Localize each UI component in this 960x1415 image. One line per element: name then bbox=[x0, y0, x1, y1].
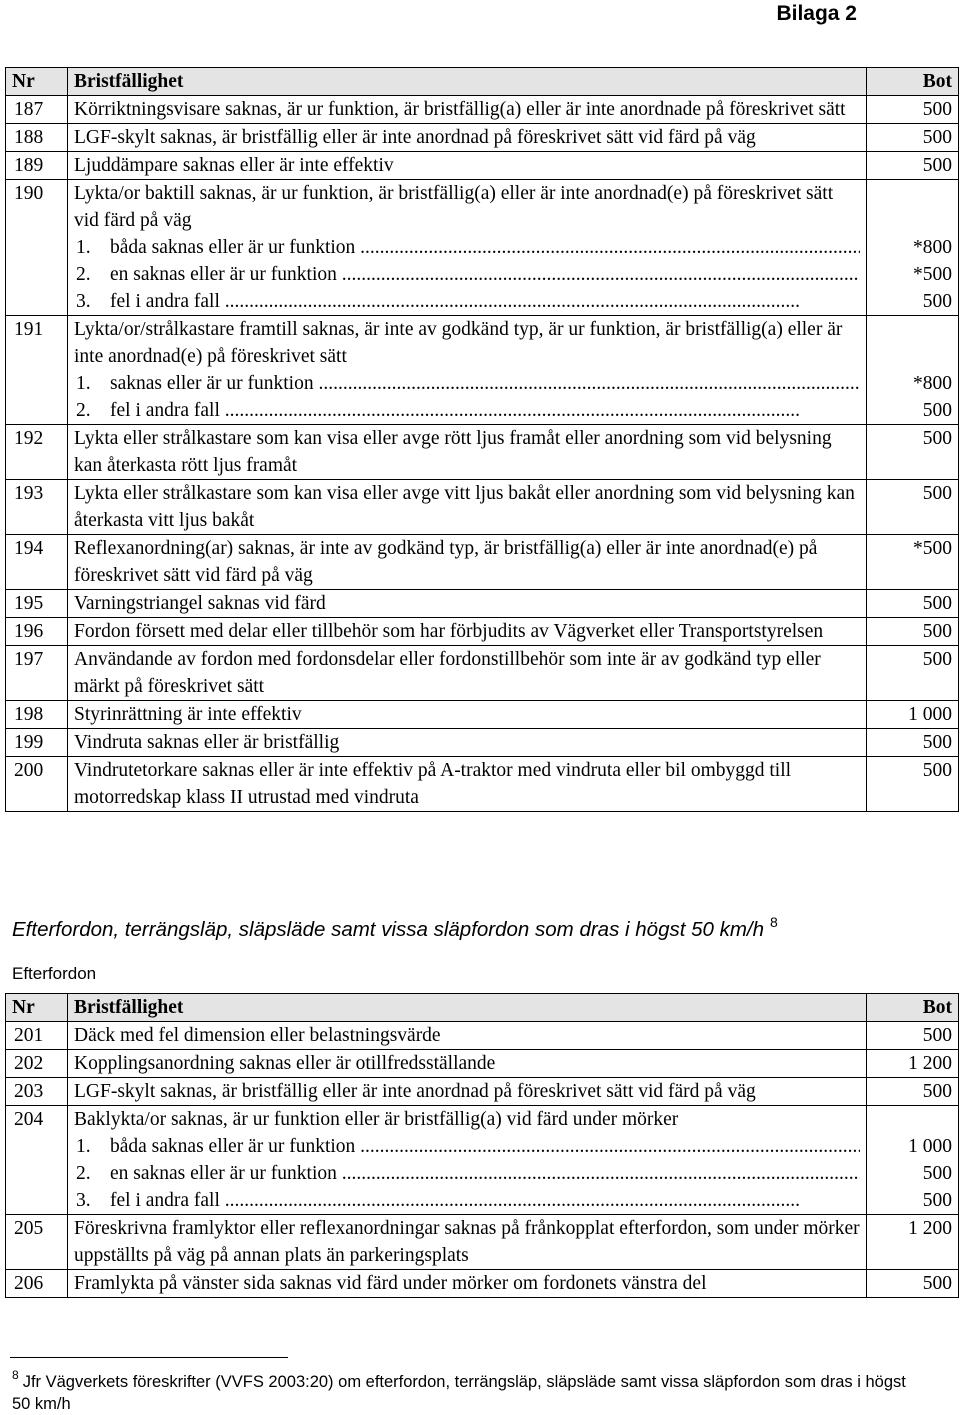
footnote-divider bbox=[10, 1357, 288, 1358]
row-description-text: Lykta/or/strålkastare framtill saknas, är inte av godkänd typ, är ur funktion, är bristfällig(a) eller är inte anordnad(e) på föreskrivet sätt bbox=[74, 319, 843, 367]
row-fine bbox=[867, 1106, 959, 1215]
row-description-text: Användande av fordon med fordonsdelar eller fordonstillbehör som inte är av godkänd typ eller märkt på föreskrivet sätt bbox=[74, 649, 821, 697]
row-number: 189 bbox=[6, 152, 68, 180]
row-description-text: Varningstriangel saknas vid färd bbox=[74, 593, 326, 614]
row-description-text: Lykta eller strålkastare som kan visa eller avge vitt ljus bakåt eller anordning som vid belysning kan återkasta vitt ljus bakåt bbox=[74, 483, 855, 531]
sub-item-number: 3. bbox=[76, 291, 91, 312]
row-description-text: LGF-skylt saknas, är bristfällig eller är inte anordnad på föreskrivet sätt vid färd på väg bbox=[74, 127, 756, 148]
sub-item-text: båda saknas eller är ur funktion ..... bbox=[110, 1133, 860, 1160]
row-fine bbox=[867, 316, 959, 425]
row-fine: 1 200 bbox=[867, 1050, 959, 1078]
row-description bbox=[68, 1022, 867, 1050]
sub-item-number: 2. bbox=[76, 400, 91, 421]
sub-item bbox=[74, 261, 860, 288]
footnote bbox=[12, 1364, 912, 1415]
table-body bbox=[6, 1022, 959, 1298]
row-number: 195 bbox=[6, 590, 68, 618]
table-header-row bbox=[6, 994, 959, 1022]
row-fine: 500 bbox=[867, 1270, 959, 1298]
sub-item-number: 1. bbox=[76, 1136, 91, 1157]
row-fine: 500 bbox=[867, 1078, 959, 1106]
row-description bbox=[68, 1270, 867, 1298]
header-nr: Nr bbox=[6, 68, 68, 96]
row-fine: 500 bbox=[867, 757, 959, 812]
row-description bbox=[68, 590, 867, 618]
row-number: 204 bbox=[6, 1106, 68, 1215]
row-description-text: Ljuddämpare saknas eller är inte effektiv bbox=[74, 155, 394, 176]
section-heading bbox=[12, 914, 778, 942]
table-header-row bbox=[6, 68, 959, 96]
row-number: 192 bbox=[6, 425, 68, 480]
row-description bbox=[68, 535, 867, 590]
row-description-text: Körriktningsvisare saknas, är ur funktion, är bristfällig(a) eller är inte anordnade på föreskrivet sätt bbox=[74, 99, 846, 120]
row-description bbox=[68, 1215, 867, 1270]
row-fine: 500 bbox=[867, 425, 959, 480]
sub-item-text: en saknas eller är ur funktion ..... bbox=[110, 261, 860, 288]
table-row bbox=[6, 180, 959, 316]
row-fine: 500 bbox=[867, 646, 959, 701]
row-description bbox=[68, 1106, 867, 1215]
row-number: 196 bbox=[6, 618, 68, 646]
fines-table-1 bbox=[5, 67, 959, 812]
row-description bbox=[68, 1078, 867, 1106]
row-fine: 500 bbox=[867, 152, 959, 180]
sub-item-number: 3. bbox=[76, 1190, 91, 1211]
section-heading-text: Efterfordon, terrängsläp, släpsläde samt vissa släpfordon som dras i högst 50 km/h bbox=[12, 918, 765, 941]
row-description-text: Framlykta på vänster sida saknas vid färd under mörker om fordonets vänstra del bbox=[74, 1273, 707, 1294]
row-number: 188 bbox=[6, 124, 68, 152]
sub-item bbox=[74, 234, 860, 261]
sub-item-fine: 500 bbox=[922, 400, 952, 421]
sub-item-fine: 500 bbox=[922, 291, 952, 312]
table-row bbox=[6, 1270, 959, 1298]
footnote-text: Jfr Vägverkets föreskrifter (VVFS 2003:20) om efterfordon, terrängsläp, släpsläde samt vissa släpfordon som dras i högst 50 km/h bbox=[12, 1373, 906, 1413]
row-number: 202 bbox=[6, 1050, 68, 1078]
sub-item-text: fel i andra fall ..... bbox=[110, 1187, 860, 1214]
sub-item-fine: 1 000 bbox=[908, 1136, 952, 1157]
row-description-text: Föreskrivna framlyktor eller reflexanordningar saknas på frånkopplat efterfordon, som under mörker uppställts på väg på annan plats än parkeringsplats bbox=[74, 1218, 860, 1266]
fines-table-2 bbox=[5, 993, 959, 1298]
row-description bbox=[68, 1050, 867, 1078]
row-number: 201 bbox=[6, 1022, 68, 1050]
table-body bbox=[6, 96, 959, 812]
row-description bbox=[68, 757, 867, 812]
row-number: 206 bbox=[6, 1270, 68, 1298]
row-description-text: Styrinrättning är inte effektiv bbox=[74, 704, 302, 725]
table-row bbox=[6, 316, 959, 425]
row-number: 191 bbox=[6, 316, 68, 425]
row-fine: 500 bbox=[867, 124, 959, 152]
table-row bbox=[6, 646, 959, 701]
row-description bbox=[68, 316, 867, 425]
row-fine: 1 000 bbox=[867, 701, 959, 729]
table-row bbox=[6, 590, 959, 618]
fine-spacer bbox=[873, 1106, 952, 1133]
row-description bbox=[68, 425, 867, 480]
sub-item-number: 2. bbox=[76, 1163, 91, 1184]
row-description-text: LGF-skylt saknas, är bristfällig eller är inte anordnad på föreskrivet sätt vid färd på väg bbox=[74, 1081, 756, 1102]
row-description bbox=[68, 701, 867, 729]
sub-item-text: fel i andra fall ..... bbox=[110, 288, 860, 315]
sub-item bbox=[74, 370, 860, 397]
row-number: 200 bbox=[6, 757, 68, 812]
row-fine: *500 bbox=[867, 535, 959, 590]
row-description bbox=[68, 646, 867, 701]
table-row bbox=[6, 1050, 959, 1078]
row-fine: 500 bbox=[867, 590, 959, 618]
section-subheading: Efterfordon bbox=[12, 964, 97, 983]
footnote-reference: 8 bbox=[770, 914, 778, 930]
row-number: 203 bbox=[6, 1078, 68, 1106]
row-description bbox=[68, 152, 867, 180]
row-description-text: Lykta eller strålkastare som kan visa eller avge rött ljus framåt eller anordning som vid belysning kan återkasta rött ljus framåt bbox=[74, 428, 832, 476]
page-label: Bilaga 2 bbox=[776, 2, 857, 25]
sub-item bbox=[74, 288, 860, 315]
row-number: 194 bbox=[6, 535, 68, 590]
row-number: 187 bbox=[6, 96, 68, 124]
row-number: 190 bbox=[6, 180, 68, 316]
row-description bbox=[68, 96, 867, 124]
sub-item-number: 1. bbox=[76, 237, 91, 258]
row-fine: 500 bbox=[867, 96, 959, 124]
table-row bbox=[6, 757, 959, 812]
row-description-text: Vindrutetorkare saknas eller är inte effektiv på A-traktor med vindruta eller bil ombyggd till motorredskap klass II utrustad med vindruta bbox=[74, 760, 792, 808]
row-fine: 1 200 bbox=[867, 1215, 959, 1270]
row-number: 199 bbox=[6, 729, 68, 757]
table-row bbox=[6, 1215, 959, 1270]
row-description-text: Fordon försett med delar eller tillbehör som har förbjudits av Vägverket eller Transportstyrelsen bbox=[74, 621, 824, 642]
row-description-text: Baklykta/or saknas, är ur funktion eller är bristfällig(a) vid färd under mörker bbox=[74, 1109, 679, 1130]
row-description bbox=[68, 618, 867, 646]
row-description-text: Vindruta saknas eller är bristfällig bbox=[74, 732, 340, 753]
row-description-text: Kopplingsanordning saknas eller är otillfredsställande bbox=[74, 1053, 496, 1074]
sub-item-number: 2. bbox=[76, 264, 91, 285]
sub-item-fine: *800 bbox=[913, 237, 952, 258]
sub-item-text: saknas eller är ur funktion ..... bbox=[110, 370, 860, 397]
row-description-text: Lykta/or baktill saknas, är ur funktion, är bristfällig(a) eller är inte anordnad(e) på föreskrivet sätt vid färd på väg bbox=[74, 183, 834, 231]
sub-item-fine: *800 bbox=[913, 373, 952, 394]
table-row bbox=[6, 1022, 959, 1050]
row-fine: 500 bbox=[867, 618, 959, 646]
table-row bbox=[6, 1078, 959, 1106]
table-row bbox=[6, 152, 959, 180]
table-row bbox=[6, 124, 959, 152]
table-row bbox=[6, 1106, 959, 1215]
header-description: Bristfällighet bbox=[68, 68, 867, 96]
sub-item-fine: *500 bbox=[913, 264, 952, 285]
sub-item bbox=[74, 397, 860, 424]
row-number: 197 bbox=[6, 646, 68, 701]
table-row bbox=[6, 701, 959, 729]
sub-item-fine: 500 bbox=[922, 1163, 952, 1184]
sub-item-text: båda saknas eller är ur funktion ..... bbox=[110, 234, 860, 261]
table-row bbox=[6, 96, 959, 124]
table-row bbox=[6, 535, 959, 590]
footnote-number: 8 bbox=[12, 1368, 19, 1382]
row-fine bbox=[867, 180, 959, 316]
row-number: 198 bbox=[6, 701, 68, 729]
row-fine: 500 bbox=[867, 729, 959, 757]
row-number: 193 bbox=[6, 480, 68, 535]
row-number: 205 bbox=[6, 1215, 68, 1270]
sub-item-fine: 500 bbox=[922, 1190, 952, 1211]
row-fine: 500 bbox=[867, 480, 959, 535]
sub-item-text: en saknas eller är ur funktion ..... bbox=[110, 1160, 860, 1187]
table-row bbox=[6, 729, 959, 757]
header-fine: Bot bbox=[867, 68, 959, 96]
sub-item bbox=[74, 1133, 860, 1160]
header-nr: Nr bbox=[6, 994, 68, 1022]
header-fine: Bot bbox=[867, 994, 959, 1022]
table-row bbox=[6, 425, 959, 480]
row-description bbox=[68, 480, 867, 535]
header-description: Bristfällighet bbox=[68, 994, 867, 1022]
sub-item-number: 1. bbox=[76, 373, 91, 394]
fine-spacer bbox=[873, 180, 952, 234]
table-row bbox=[6, 480, 959, 535]
sub-item bbox=[74, 1187, 860, 1214]
row-description bbox=[68, 729, 867, 757]
row-description bbox=[68, 124, 867, 152]
fine-spacer bbox=[873, 316, 952, 370]
row-description-text: Reflexanordning(ar) saknas, är inte av godkänd typ, är bristfällig(a) eller är inte anordnad(e) på föreskrivet sätt vid färd på väg bbox=[74, 538, 818, 586]
row-fine: 500 bbox=[867, 1022, 959, 1050]
sub-item bbox=[74, 1160, 860, 1187]
sub-item-text: fel i andra fall ..... bbox=[110, 397, 860, 424]
row-description bbox=[68, 180, 867, 316]
row-description-text: Däck med fel dimension eller belastningsvärde bbox=[74, 1025, 441, 1046]
table-row bbox=[6, 618, 959, 646]
